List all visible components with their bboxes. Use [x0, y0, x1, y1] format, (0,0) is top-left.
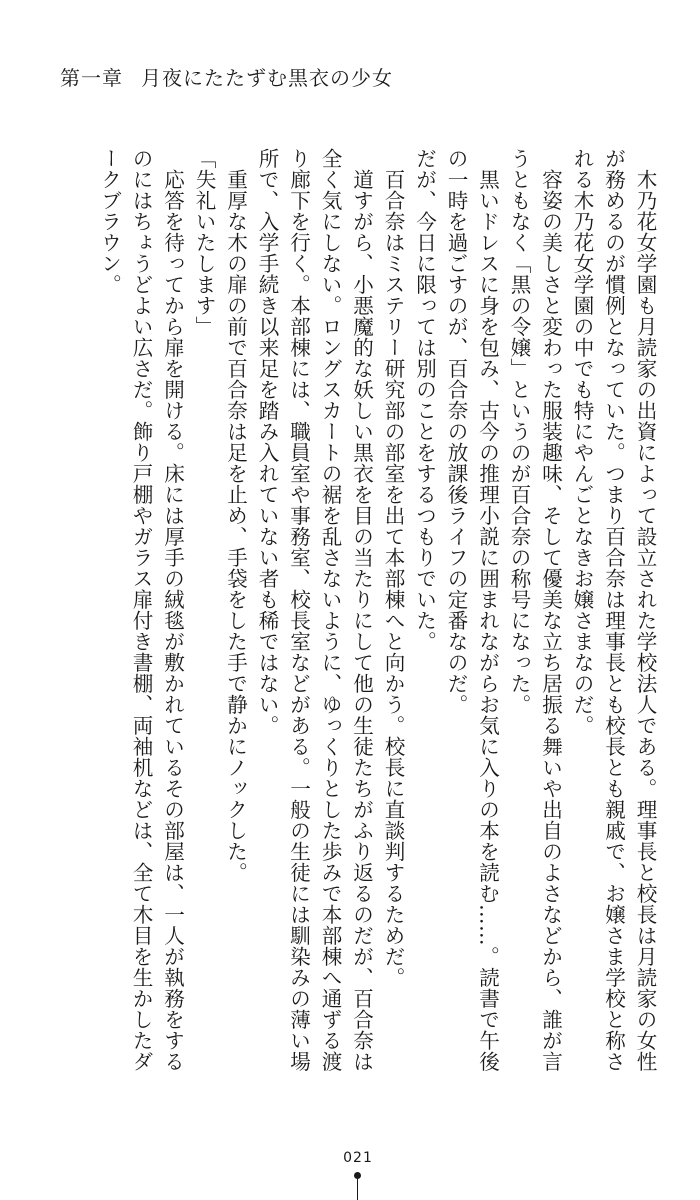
running-header [60, 62, 393, 91]
page-number-text: 021 [343, 1150, 373, 1166]
paragraph: だが、今日に限っては別のことをするつもりでいた。 [412, 148, 437, 652]
paragraph: 応答を待ってから扉を開ける。床には厚手の絨毯が敷かれているその部屋は、一人が執務をするのにはちょうどよい広さだ。飾り戸棚やガラス扉付き書棚、両袖机などは、全て木目を生かしたダークブラウン。 [97, 148, 185, 1072]
paragraph: 百合奈はミステリー研究部の部室を出て本部棟へと向かう。校長に直談判するためだ。 [381, 168, 405, 988]
page-number [0, 1150, 700, 1166]
chapter-number: 第一章 [60, 66, 123, 90]
paragraph: 道すがら、小悪魔的な妖しい黒衣を目の当たりにして他の生徒たちがふり返るのだが、百合奈は全く気にしない。ロングスカートの裾を乱さないように、ゆっくりとした歩みで本部棟へ通ずる渡り廊下を行く。本部棟には、職員室や事務室、校長室などがある。一般の生徒には馴染みの薄い場所で、入学手続き以来足を踏み入れていない者も稀ではない。 [255, 148, 374, 1072]
folio-rule [357, 1179, 358, 1200]
body-text [60, 148, 660, 1078]
paragraph: 「失礼いたします」 [192, 148, 216, 337]
paragraph: 木乃花女学園も月読家の出資によって設立された学校法人である。理事長と校長は月読家の女性が務めるのが慣例となっていた。つまり百合奈は理事長とも校長とも親戚で、お嬢さま学校と称される木乃花女学園の中でも特にやんごとなきお嬢さまなのだ。 [570, 148, 657, 1072]
paragraph: 黒いドレスに身を包み、古今の推理小説に囲まれながらお気に入りの本を読む……。読書で午後の一時を過ごすのが、百合奈の放課後ライフの定番なのだ。 [444, 148, 500, 1072]
folio-dot [354, 1172, 361, 1179]
chapter-title: 月夜にたたずむ黒衣の少女 [141, 66, 393, 90]
paragraph: 重厚な木の扉の前で百合奈は足を止め、手袋をした手で静かにノックした。 [223, 168, 248, 883]
paragraph: 容姿の美しさと変わった服装趣味、そして優美な立ち居振る舞いや出自のよさなどから、誰が言うともなく「黒の令嬢」というのが百合奈の称号になった。 [507, 148, 563, 1072]
